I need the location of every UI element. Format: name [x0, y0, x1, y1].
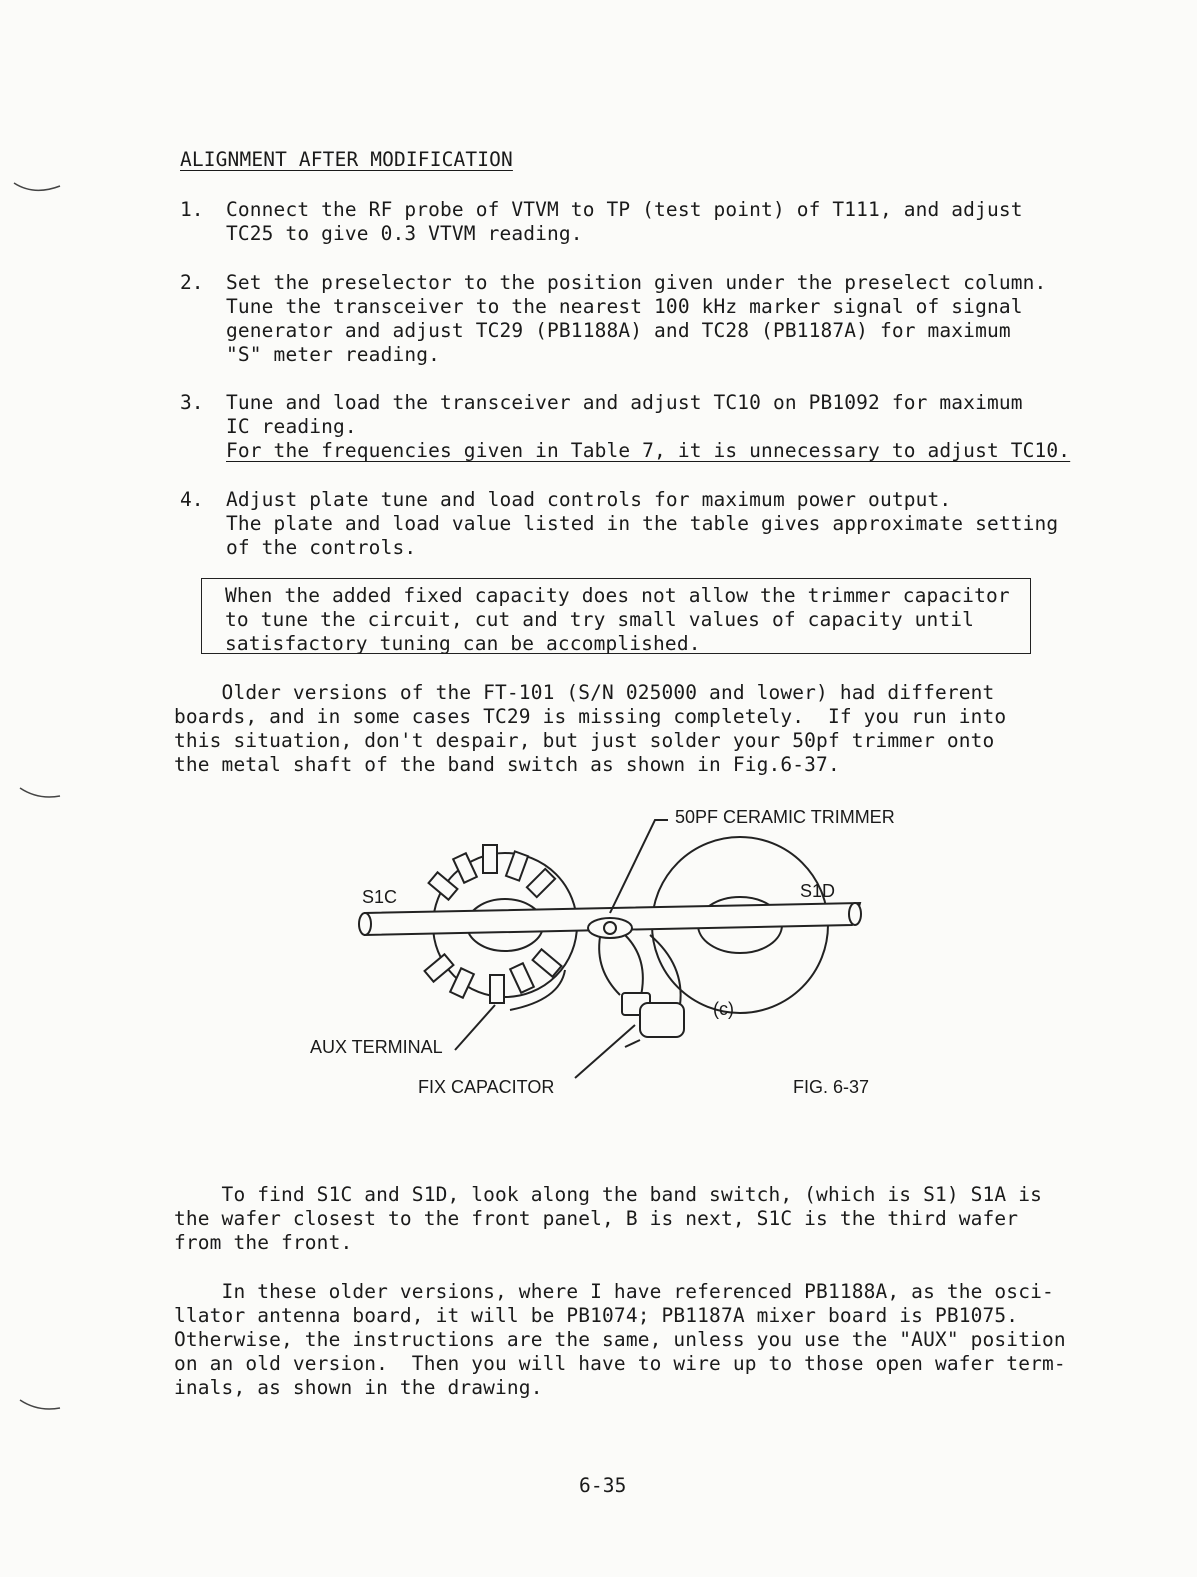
paragraph-line: To find S1C and S1D, look along the band switch, (which is S1) S1A is: [174, 1183, 1042, 1206]
paragraph-line: In these older versions, where I have referenced PB1188A, as the osci-: [174, 1280, 1054, 1303]
step-number: 2.: [180, 271, 204, 294]
label-s1d: S1D: [800, 881, 836, 901]
paragraph-line: llator antenna board, it will be PB1074; PB1187A mixer board is PB1075.: [174, 1304, 1019, 1327]
section-heading: ALIGNMENT AFTER MODIFICATION: [180, 148, 513, 171]
paragraph-line: this situation, don't despair, but just solder your 50pf trimmer onto: [174, 729, 995, 752]
step-line: Tune the transceiver to the nearest 100 kHz marker signal of signal: [226, 295, 1023, 318]
step-line: "S" meter reading.: [226, 343, 441, 366]
step-line: TC25 to give 0.3 VTVM reading.: [226, 222, 583, 245]
boxed-note-line: When the added fixed capacity does not allow the trimmer capacitor: [225, 584, 1010, 607]
step-number: 1.: [180, 198, 204, 221]
boxed-note-line: to tune the circuit, cut and try small values of capacity until: [225, 608, 975, 631]
step-line: Connect the RF probe of VTVM to TP (test point) of T111, and adjust: [226, 198, 1023, 221]
label-trimmer: 50PF CERAMIC TRIMMER: [675, 807, 895, 827]
step-number: 3.: [180, 391, 204, 414]
page-number: 6-35: [579, 1474, 627, 1497]
paragraph-line: from the front.: [174, 1231, 353, 1254]
boxed-note-line: satisfactory tuning can be accomplished.: [225, 632, 701, 655]
paragraph-line: the wafer closest to the front panel, B is next, S1C is the third wafer: [174, 1207, 1019, 1230]
step-line: Tune and load the transceiver and adjust TC10 on PB1092 for maximum: [226, 391, 1023, 414]
step-line: generator and adjust TC29 (PB1188A) and TC28 (PB1187A) for maximum: [226, 319, 1011, 342]
step-line: IC reading.: [226, 415, 357, 438]
label-fix-capacitor: FIX CAPACITOR: [418, 1077, 555, 1097]
band-switch-figure: [300, 795, 920, 1105]
step-line: of the controls.: [226, 536, 417, 559]
binder-mark: [0, 0, 70, 1577]
step-number: 4.: [180, 488, 204, 511]
step-note-underlined: For the frequencies given in Table 7, it is unnecessary to adjust TC10.: [226, 439, 1071, 462]
figure-caption: FIG. 6-37: [793, 1077, 870, 1097]
paragraph-line: inals, as shown in the drawing.: [174, 1376, 543, 1399]
label-s1c: S1C: [362, 887, 398, 907]
paragraph-line: on an old version. Then you will have to wire up to those open wafer term-: [174, 1352, 1066, 1375]
paragraph-line: boards, and in some cases TC29 is missing completely. If you run into: [174, 705, 1007, 728]
step-line: The plate and load value listed in the table gives approximate setting: [226, 512, 1059, 535]
step-line: Adjust plate tune and load controls for maximum power output.: [226, 488, 952, 511]
label-aux-terminal: AUX TERMINAL: [310, 1037, 443, 1057]
paragraph-line: the metal shaft of the band switch as shown in Fig.6-37.: [174, 753, 840, 776]
label-c: (c): [713, 999, 734, 1019]
step-line: Set the preselector to the position given under the preselect column.: [226, 271, 1047, 294]
paragraph-line: Otherwise, the instructions are the same, unless you use the "AUX" position: [174, 1328, 1066, 1351]
paragraph-line: Older versions of the FT-101 (S/N 025000 and lower) had different: [174, 681, 995, 704]
